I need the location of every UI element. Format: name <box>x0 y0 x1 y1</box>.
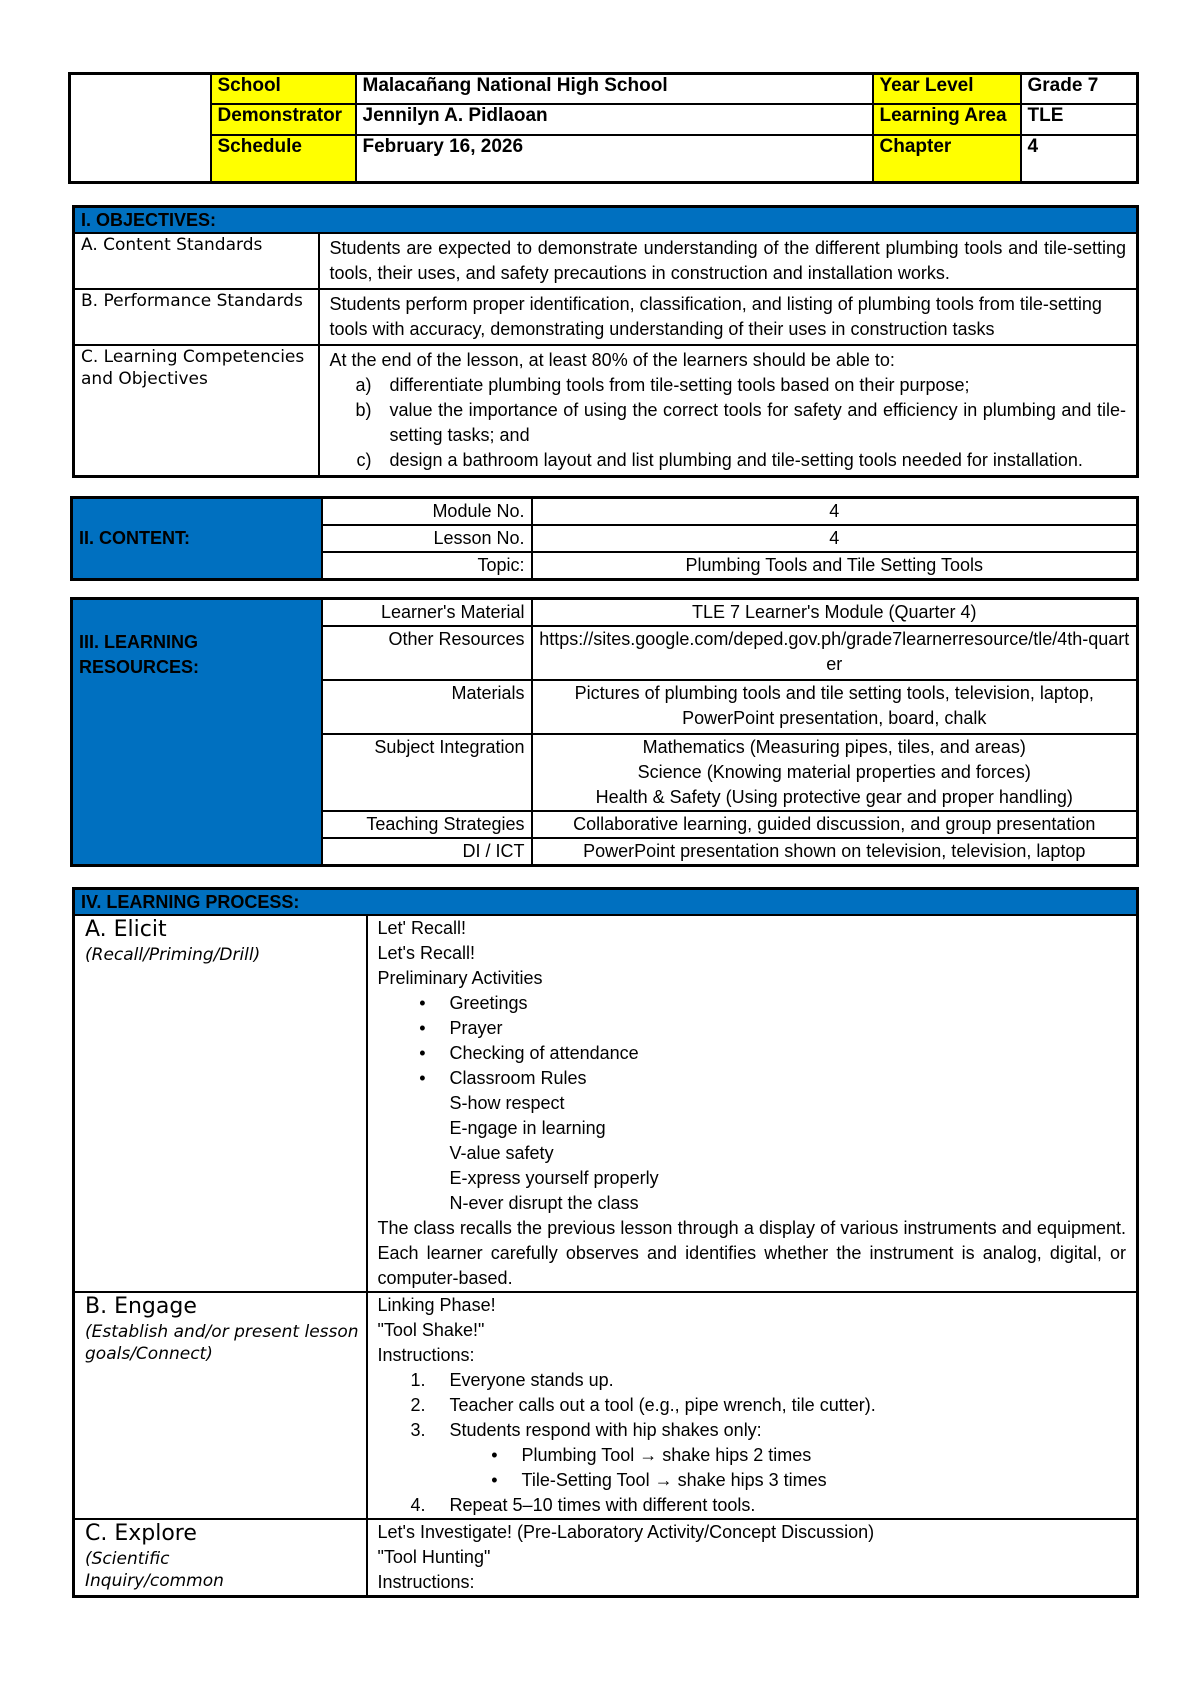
chapter-label: Chapter <box>873 135 1021 182</box>
step-marker: 2. <box>410 1395 426 1415</box>
bullet-icon: • <box>419 993 426 1013</box>
subject-integration-cell <box>532 734 1138 811</box>
objective-marker: a) <box>355 375 372 395</box>
module-label: Module No. <box>322 498 532 526</box>
step-marker: 4. <box>410 1495 426 1515</box>
objective-text: design a bathroom layout and list plumbing and tile-setting tools needed for installation. <box>389 450 1083 470</box>
bullet-item <box>378 1066 1127 1091</box>
elicit-line: Let's Recall! <box>377 943 475 963</box>
bullet-icon: • <box>419 1068 426 1088</box>
rule-line: N-ever disrupt the class <box>449 1193 639 1213</box>
integration-line: Science (Knowing material properties and forces) <box>637 762 1031 782</box>
resources-block <box>70 597 1136 867</box>
objective-item <box>330 398 1127 448</box>
elicit-subheading: (Recall/Priming/Drill) <box>85 945 261 965</box>
explore-line: Let's Investigate! (Pre-Laboratory Activity/Concept Discussion) <box>377 1522 875 1542</box>
resources-table <box>70 597 1139 867</box>
di-ict-label: DI / ICT <box>322 838 532 866</box>
bullet-item <box>378 1041 1127 1066</box>
bullet-icon: • <box>491 1445 498 1465</box>
engage-line: Linking Phase! <box>377 1295 496 1315</box>
engage-line: Instructions: <box>377 1345 475 1365</box>
engage-content-cell <box>367 1292 1138 1519</box>
learning-area-label: Learning Area <box>873 104 1021 135</box>
bullet-text: Prayer <box>449 1018 503 1038</box>
explore-label-cell <box>74 1519 367 1597</box>
chapter-value: 4 <box>1021 135 1138 182</box>
materials-label: Materials <box>322 680 532 734</box>
content-table <box>70 496 1139 581</box>
explore-content-cell <box>367 1519 1138 1597</box>
bullet-text: Greetings <box>449 993 528 1013</box>
bullet-item <box>378 991 1127 1016</box>
competencies-intro: At the end of the lesson, at least 80% of the learners should be able to: <box>329 350 895 370</box>
step-text: Repeat 5–10 times with different tools. <box>449 1495 756 1515</box>
rule-line: S-how respect <box>449 1093 565 1113</box>
other-resources-value: https://sites.google.com/deped.gov.ph/grade7learnerresource/tle/4th-quarter <box>532 626 1138 680</box>
schedule-label: Schedule <box>211 135 356 182</box>
step-item <box>378 1418 1127 1443</box>
rule-line: V-alue safety <box>449 1143 554 1163</box>
objectives-table <box>72 205 1139 478</box>
year-level-label: Year Level <box>873 74 1021 105</box>
rule-line: E-ngage in learning <box>449 1118 606 1138</box>
explore-heading: C. Explore <box>85 1521 197 1546</box>
step-text: Students respond with hip shakes only: <box>449 1420 762 1440</box>
content-standards-label: A. Content Standards <box>74 233 319 289</box>
elicit-line: Preliminary Activities <box>377 968 543 988</box>
elicit-content-cell <box>367 915 1138 1292</box>
demonstrator-label: Demonstrator <box>211 104 356 135</box>
learners-material-value: TLE 7 Learner's Module (Quarter 4) <box>532 599 1138 627</box>
bullet-icon: • <box>491 1470 498 1490</box>
elicit-heading: A. Elicit <box>85 917 167 942</box>
engage-line: "Tool Shake!" <box>377 1320 485 1340</box>
engage-heading: B. Engage <box>85 1294 197 1319</box>
elicit-label-cell <box>74 915 367 1292</box>
integration-line: Mathematics (Measuring pipes, tiles, and areas) <box>642 737 1026 757</box>
objectives-title: I. OBJECTIVES: <box>74 207 1138 234</box>
explore-line: Instructions: <box>377 1572 475 1592</box>
header-block <box>68 72 1136 184</box>
bullet-item <box>378 1016 1127 1041</box>
integration-line: Health & Safety (Using protective gear and proper handling) <box>595 787 1073 807</box>
year-level-value: Grade 7 <box>1021 74 1138 105</box>
objectives-block <box>72 205 1136 478</box>
demonstrator-value: Jennilyn A. Pidlaoan <box>356 104 873 135</box>
topic-value: Plumbing Tools and Tile Setting Tools <box>532 552 1138 580</box>
header-blank-cell <box>70 74 211 183</box>
engage-subheading: (Establish and/or present lesson goals/Connect) <box>85 1322 359 1364</box>
process-title: IV. LEARNING PROCESS: <box>74 889 1138 916</box>
sub-bullet-text: Tile-Setting Tool → shake hips 3 times <box>521 1470 827 1490</box>
objective-text: differentiate plumbing tools from tile-setting tools based on their purpose; <box>389 375 970 395</box>
sub-bullet-text: Plumbing Tool → shake hips 2 times <box>521 1445 812 1465</box>
schedule-value: February 16, 2026 <box>356 135 873 182</box>
bullet-icon: • <box>419 1043 426 1063</box>
learners-material-label: Learner's Material <box>322 599 532 627</box>
learning-area-value: TLE <box>1021 104 1138 135</box>
performance-standards-label: B. Performance Standards <box>74 289 319 345</box>
step-marker: 3. <box>410 1420 426 1440</box>
resources-title: III. LEARNING RESOURCES: <box>72 599 322 866</box>
rule-line: E-xpress yourself properly <box>449 1168 659 1188</box>
bullet-icon: • <box>419 1018 426 1038</box>
content-title: II. CONTENT: <box>72 498 322 580</box>
objective-item <box>330 448 1127 473</box>
objective-item <box>330 373 1127 398</box>
objective-text: value the importance of using the correct tools for safety and efficiency in plumbing and tile-setting tasks; and <box>389 400 1126 445</box>
other-resources-label: Other Resources <box>322 626 532 680</box>
elicit-paragraph: The class recalls the previous lesson through a display of various instruments and equipment. Each learner carefully observes and identifies whether the instrument is analog, digital, or computer-based. <box>377 1218 1126 1288</box>
elicit-line: Let' Recall! <box>377 918 466 938</box>
explore-subheading: (Scientific Inquiry/common <box>85 1549 224 1591</box>
bullet-text: Checking of attendance <box>449 1043 639 1063</box>
di-ict-value: PowerPoint presentation shown on television, television, laptop <box>532 838 1138 866</box>
engage-label-cell <box>74 1292 367 1519</box>
content-block <box>70 496 1136 581</box>
competencies-cell <box>319 345 1138 477</box>
bullet-text: Classroom Rules <box>449 1068 587 1088</box>
school-label: School <box>211 74 356 105</box>
objective-marker: c) <box>356 450 372 470</box>
school-value: Malacañang National High School <box>356 74 873 105</box>
explore-line: "Tool Hunting" <box>377 1547 491 1567</box>
topic-label: Topic: <box>322 552 532 580</box>
step-item <box>378 1393 1127 1418</box>
process-block <box>72 887 1136 1598</box>
step-item <box>378 1493 1127 1518</box>
objective-marker: b) <box>355 400 372 420</box>
sub-bullet-item <box>378 1443 1127 1468</box>
subject-integration-label: Subject Integration <box>322 734 532 811</box>
process-table <box>72 887 1139 1598</box>
materials-value: Pictures of plumbing tools and tile setting tools, television, laptop, PowerPoint presentation, board, chalk <box>532 680 1138 734</box>
step-item <box>378 1368 1127 1393</box>
teaching-strategies-value: Collaborative learning, guided discussion, and group presentation <box>532 811 1138 838</box>
competencies-label: C. Learning Competencies and Objectives <box>74 345 319 477</box>
sub-bullet-item <box>378 1468 1127 1493</box>
step-text: Teacher calls out a tool (e.g., pipe wrench, tile cutter). <box>449 1395 876 1415</box>
content-standards-text: Students are expected to demonstrate understanding of the different plumbing tools and tile-setting tools, their uses, and safety precautions in construction and installation works. <box>319 233 1138 289</box>
teaching-strategies-label: Teaching Strategies <box>322 811 532 838</box>
header-table <box>68 72 1139 184</box>
step-marker: 1. <box>410 1370 426 1390</box>
step-text: Everyone stands up. <box>449 1370 614 1390</box>
performance-standards-text: Students perform proper identification, classification, and listing of plumbing tools from tile-setting tools with accuracy, demonstrating understanding of their uses in construction tasks <box>319 289 1138 345</box>
lesson-value: 4 <box>532 525 1138 552</box>
module-value: 4 <box>532 498 1138 526</box>
lesson-label: Lesson No. <box>322 525 532 552</box>
